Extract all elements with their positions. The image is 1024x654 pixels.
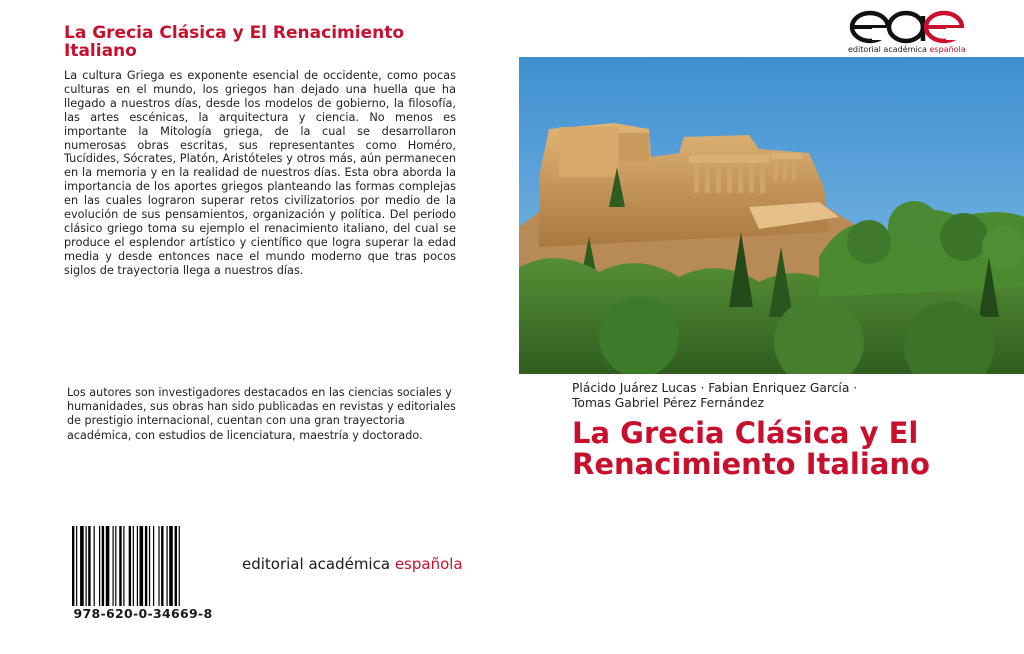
isbn-number: 978-620-0-34669-8	[73, 606, 213, 621]
publisher-name-accent: española	[394, 555, 463, 573]
authors-line-2: Tomas Gabriel Pérez Fernández	[572, 395, 765, 410]
front-cover-authors	[572, 381, 1002, 410]
back-cover-blurb: La cultura Griega es exponente esencial de occidente, como pocas culturas en el mundo, los griegos han dejado una huella que ha llegado a nuestros días, desde los modelos de gobierno, la filosofía, las artes escénicas, la arquitectura y ciencia. No menos es importante la Mitología griega, de la cual se desarrollaron numerosas obras escritas, sus representantes como Homéro, Tucídides, Sócrates, Platón, Aristóteles y otros más, aún permanecen en la memoria y en la realidad de nuestros días. Esta obra aborda la importancia de los aportes griegos planteando las formas complejas en las cuales lograron superar retos civilizatorios por medio de la evolución de sus pensamientos, organización y política. Del periodo clásico griego toma su ejemplo el renacimiento italiano, del cual se produce el esplendor artístico y científico que logra superar la edad media y desde entonces nace el mundo moderno que tras pocos siglos de trayectoria llega a nuestros días.	[64, 69, 456, 277]
publisher-name-back	[242, 555, 463, 573]
front-cover-title: La Grecia Clásica y El Renacimiento Italiano	[572, 416, 930, 481]
logo-caption	[848, 45, 968, 54]
acropolis-photo	[519, 57, 1024, 374]
logo-caption-accent: española	[929, 45, 966, 54]
back-cover-title: La Grecia Clásica y El Renacimiento Italiano	[64, 23, 405, 61]
logo-caption-main: editorial académica	[848, 45, 930, 54]
authors-line-1: Plácido Juárez Lucas · Fabian Enriquez García ·	[572, 381, 858, 395]
authors-bio: Los autores son investigadores destacados en las ciencias sociales y humanidades, sus obras han sido publicadas en revistas y editoriales de prestigio internacional, cuentan con una gran trayectoria académica, con estudios de licenciatura, maestría y doctorado.	[67, 386, 456, 442]
isbn-barcode-icon	[70, 526, 216, 606]
publisher-name-main: editorial académica	[242, 555, 395, 573]
